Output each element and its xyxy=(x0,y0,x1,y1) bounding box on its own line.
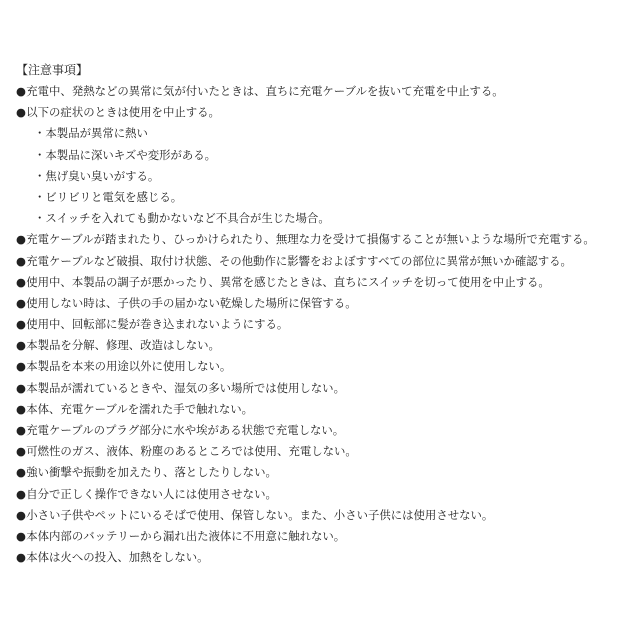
bullet-icon: ● xyxy=(16,528,26,543)
caution-document xyxy=(16,60,634,568)
caution-item xyxy=(16,399,634,420)
caution-item-text: 可燃性のガス、液体、粉塵のあるところでは使用、充電しない。 xyxy=(26,444,357,459)
bullet-icon: ● xyxy=(16,232,26,247)
bullet-icon: ● xyxy=(16,465,26,480)
symptom-subitem xyxy=(16,123,634,144)
caution-item-text: 本製品が濡れているときや、湿気の多い場所では使用しない。 xyxy=(26,380,345,395)
caution-item xyxy=(16,505,634,526)
caution-item-text: 使用中、本製品の調子が悪かったり、異常を感じたときは、直ちにスイッチを切って使用を中止する。 xyxy=(26,274,550,289)
bullet-icon: ● xyxy=(16,253,26,268)
caution-item-text: 強い衝撃や振動を加えたり、落としたりしない。 xyxy=(26,465,277,480)
caution-item-text: 使用しない時は、子供の手の届かない乾燥した場所に保管する。 xyxy=(26,295,357,310)
bullet-icon: ● xyxy=(16,550,26,565)
caution-item-text: 充電ケーブルが踏まれたり、ひっかけられたり、無理な力を受けて損傷することが無いような場所で充電する。 xyxy=(26,232,595,247)
caution-item xyxy=(16,526,634,547)
symptom-subitem xyxy=(16,187,634,208)
caution-item xyxy=(16,484,634,505)
caution-item-text: 小さい子供やペットにいるそばで使用、保管しない。また、小さい子供には使用させない。 xyxy=(26,507,494,522)
caution-item xyxy=(16,314,634,335)
caution-item-text: 本体、充電ケーブルを濡れた手で触れない。 xyxy=(26,401,254,416)
caution-item xyxy=(16,293,634,314)
caution-item xyxy=(16,547,634,568)
caution-item xyxy=(16,229,634,250)
caution-item xyxy=(16,420,634,441)
bullet-icon: ● xyxy=(16,338,26,353)
sub-bullet-icon: ・ xyxy=(34,147,46,162)
caution-item-text: 充電ケーブルなど破損、取付け状態、その他動作に影響をおよぼすすべての部位に異常が無いか確認する。 xyxy=(26,253,572,268)
caution-item-text: 本製品を分解、修理、改造はしない。 xyxy=(26,338,220,353)
caution-heading: 【注意事項】 xyxy=(16,63,89,77)
caution-item-text: 以下の症状のときは使用を中止する。 xyxy=(26,105,220,120)
sub-bullet-icon: ・ xyxy=(34,211,46,226)
caution-item xyxy=(16,356,634,377)
caution-item xyxy=(16,378,634,399)
symptom-subitem-text: 本製品に深いキズや変形がある。 xyxy=(45,147,217,162)
bullet-icon: ● xyxy=(16,423,26,437)
symptom-subitem-text: スイッチを入れても動かないなど不具合が生じた場合。 xyxy=(45,211,330,226)
symptom-subitem-text: ビリビリと電気を感じる。 xyxy=(45,189,183,204)
caution-item xyxy=(16,441,634,462)
caution-item-text: 本製品を本来の用途以外に使用しない。 xyxy=(26,359,232,374)
symptom-subitem xyxy=(16,208,634,229)
caution-item xyxy=(16,81,634,102)
bullet-icon: ● xyxy=(16,359,26,374)
bullet-icon: ● xyxy=(16,507,26,522)
bullet-icon: ● xyxy=(16,380,26,395)
caution-item-text: 充電ケーブルのプラグ部分に水や埃がある状態で充電しない。 xyxy=(26,423,345,437)
symptom-subitem-text: 本製品が異常に熱い xyxy=(45,126,148,141)
bullet-icon: ● xyxy=(16,105,26,120)
caution-item-text: 使用中、回転部に髪が巻き込まれないようにする。 xyxy=(26,317,289,332)
symptom-subitem xyxy=(16,145,634,166)
bullet-icon: ● xyxy=(16,317,26,332)
bullet-icon: ● xyxy=(16,401,26,416)
caution-item xyxy=(16,251,634,272)
caution-item xyxy=(16,335,634,356)
caution-item-text: 本体は火への投入、加熱をしない。 xyxy=(26,550,209,565)
symptom-subitem-text: 焦げ臭い臭いがする。 xyxy=(45,168,160,183)
caution-item-text: 充電中、発熱などの異常に気が付いたときは、直ちに充電ケーブルを抜いて充電を中止する。 xyxy=(26,84,504,98)
bullet-icon: ● xyxy=(16,486,26,501)
bullet-icon: ● xyxy=(16,295,26,310)
bullet-icon: ● xyxy=(16,84,26,98)
caution-item xyxy=(16,102,634,123)
caution-item-text: 本体内部のバッテリーから漏れ出た液体に不用意に触れない。 xyxy=(26,528,346,543)
bullet-icon: ● xyxy=(16,274,26,289)
symptom-subitem xyxy=(16,166,634,187)
caution-item xyxy=(16,272,634,293)
bullet-icon: ● xyxy=(16,444,26,459)
sub-bullet-icon: ・ xyxy=(34,189,46,204)
caution-item-text: 自分で正しく操作できない人には使用させない。 xyxy=(26,486,277,501)
sub-bullet-icon: ・ xyxy=(34,126,46,141)
sub-bullet-icon: ・ xyxy=(34,168,46,183)
caution-item xyxy=(16,462,634,483)
